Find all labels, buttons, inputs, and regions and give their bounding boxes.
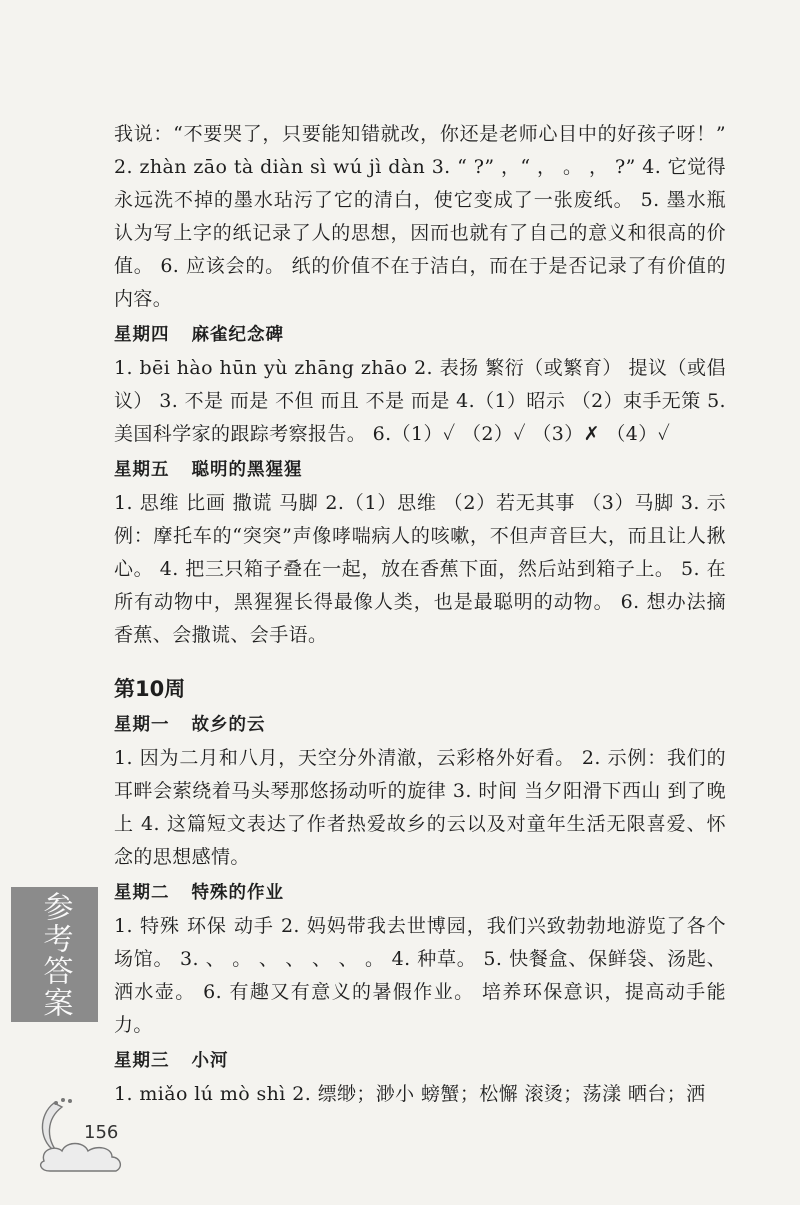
side-tab-label: 参考答案 (37, 890, 73, 1019)
section-heading-friday (114, 455, 726, 485)
section-title: 小河 (191, 1051, 229, 1071)
answer-content (114, 118, 726, 1111)
page-number: 156 (84, 1122, 119, 1143)
paragraph-continued: 我说：“不要哭了，只要能知错就改，你还是老师心目中的好孩子呀！” 2. zhàn zāo tà diàn sì wú jì dàn 3. “ ?” ，“ ， 。 ， ?” 4. 它觉得永远洗不掉的墨水玷污了它的清白，使它变成了一张废纸。 5. 墨水瓶认为写上字的纸记录了人的思想，因而也就有了自己的意义和很高的价值。 6. 应该会的。 纸的价值不在于洁白，而在于是否记录了有价值的内容。 (114, 123, 726, 310)
answer-key-side-tab (11, 887, 98, 1022)
day-label: 星期一 (114, 715, 170, 735)
section-heading-tuesday (114, 878, 726, 908)
week-title: 第10周 (114, 677, 186, 701)
section-text-friday: 1. 思维 比画 撒谎 马脚 2.（1）思维 （2）若无其事 （3）马脚 3. 示例：摩托车的“突突”声像哮喘病人的咳嗽，不但声音巨大，而且让人揪心。 4. 把三只箱子叠在一起，放在香蕉下面，然后站到箱子上。 5. 在所有动物中，黑猩猩长得最像人类，也是最聪明的动物。 6. 想办法摘香蕉、会撒谎、会手语。 (114, 492, 726, 646)
day-label: 星期四 (114, 325, 170, 345)
day-label: 星期五 (114, 460, 170, 480)
section-heading-wednesday (114, 1046, 726, 1076)
section-heading-monday (114, 710, 726, 740)
section-title: 故乡的云 (191, 715, 266, 735)
day-label: 星期三 (114, 1051, 170, 1071)
section-text-tuesday: 1. 特殊 环保 动手 2. 妈妈带我去世博园，我们兴致勃勃地游览了各个场馆。 3. 、 。 、 、 、 、 。 4. 种草。 5. 快餐盒、保鲜袋、汤匙、洒水壶。 6. 有趣又有意义的暑假作业。 培养环保意识，提高动手能力。 (114, 915, 726, 1036)
section-heading-thursday (114, 320, 726, 350)
section-title: 特殊的作业 (191, 883, 284, 903)
section-text-monday: 1. 因为二月和八月，天空分外清澈，云彩格外好看。 2. 示例：我们的耳畔会萦绕着马头琴那悠扬动听的旋律 3. 时间 当夕阳滑下西山 到了晚上 4. 这篇短文表达了作者热爱故乡的云以及对童年生活无限喜爱、怀念的思想感情。 (114, 747, 726, 868)
section-title: 麻雀纪念碑 (191, 325, 284, 345)
section-text-thursday: 1. bēi hào hūn yù zhāng zhāo 2. 表扬 繁衍（或繁育） 提议（或倡议） 3. 不是 而是 不但 而且 不是 而是 4.（1）昭示 （2）束手无策 5. 美国科学家的跟踪考察报告。 6.（1）✓ （2）✓ （3）✗ （4）✓ (114, 357, 726, 445)
section-text-wednesday: 1. miǎo lú mò shì 2. 缥缈；渺小 螃蟹；松懈 滚烫；荡漾 晒台；洒 (114, 1083, 706, 1105)
day-label: 星期二 (114, 883, 170, 903)
section-title: 聪明的黑猩猩 (191, 460, 303, 480)
